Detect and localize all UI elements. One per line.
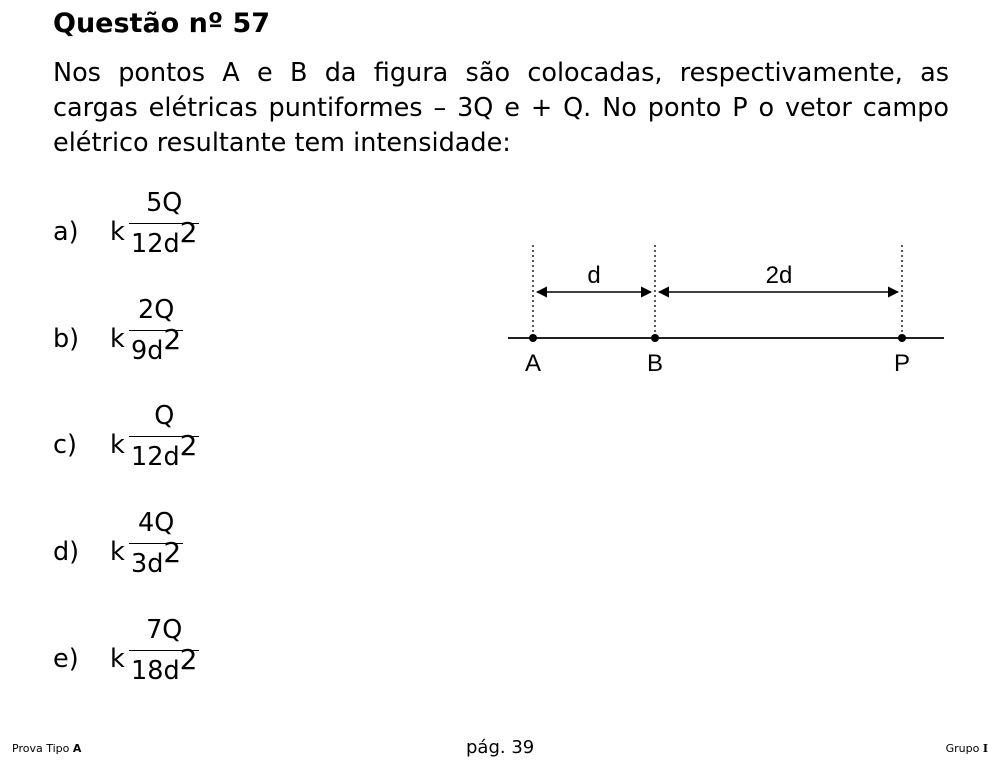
option-constant: k <box>110 537 125 567</box>
footer-exam-type-label: Prova Tipo <box>12 742 70 755</box>
option-constant: k <box>110 324 125 354</box>
question-statement: Nos pontos A e B da figura são colocadas, respectivamente, as cargas elétricas puntiformes – 3Q e + Q. No ponto P o vetor campo elétrico resultante tem intensidade: <box>53 58 949 158</box>
page-number: pág. 39 <box>466 737 535 758</box>
option-d[interactable] <box>53 508 353 605</box>
footer-exam-type <box>12 742 81 755</box>
point-b <box>651 334 659 342</box>
label-distance-ab: d <box>587 262 601 289</box>
option-letter: b) <box>53 324 80 354</box>
option-c[interactable] <box>53 401 353 498</box>
option-letter: e) <box>53 644 79 674</box>
denominator-exponent: 2 <box>179 428 198 462</box>
fraction-numerator: Q <box>154 401 175 431</box>
option-letter: a) <box>53 217 79 247</box>
option-letter: d) <box>53 537 80 567</box>
option-fraction <box>129 508 183 579</box>
denominator-base: 12d <box>131 228 180 259</box>
fraction-denominator <box>129 428 199 472</box>
points-diagram <box>500 235 950 385</box>
option-b[interactable] <box>53 295 353 392</box>
option-fraction <box>129 615 199 686</box>
footer-exam-type-value: A <box>72 742 82 755</box>
fraction-denominator <box>129 215 199 259</box>
fraction-denominator <box>129 642 199 686</box>
denominator-base: 18d <box>131 655 180 686</box>
footer-group <box>946 742 988 755</box>
fraction-numerator: 7Q <box>146 615 183 645</box>
option-fraction <box>129 295 183 366</box>
label-distance-bp: 2d <box>765 262 793 289</box>
option-constant: k <box>110 644 125 674</box>
denominator-exponent: 2 <box>163 322 182 356</box>
option-constant: k <box>110 217 125 247</box>
option-fraction <box>129 188 199 259</box>
footer-group-value: I <box>982 742 988 755</box>
option-fraction <box>129 401 199 472</box>
denominator-base: 3d <box>131 548 164 579</box>
option-letter: c) <box>53 430 77 460</box>
point-a <box>529 334 537 342</box>
fraction-numerator: 2Q <box>137 295 175 325</box>
fraction-denominator <box>129 535 183 579</box>
option-a[interactable] <box>53 188 353 285</box>
denominator-base: 12d <box>131 441 180 472</box>
label-point-b: B <box>646 350 664 377</box>
denominator-exponent: 2 <box>163 535 182 569</box>
fraction-numerator: 5Q <box>146 188 183 218</box>
denominator-base: 9d <box>131 335 164 366</box>
denominator-exponent: 2 <box>179 215 198 249</box>
label-point-p: P <box>893 350 911 377</box>
fraction-numerator: 4Q <box>137 508 175 538</box>
point-p <box>898 334 906 342</box>
label-point-a: A <box>524 350 542 377</box>
question-title: Questão nº 57 <box>53 8 271 39</box>
denominator-exponent: 2 <box>179 642 198 676</box>
option-e[interactable] <box>53 615 353 712</box>
option-constant: k <box>110 430 125 460</box>
fraction-denominator <box>129 322 183 366</box>
footer-group-label: Grupo <box>945 742 980 755</box>
